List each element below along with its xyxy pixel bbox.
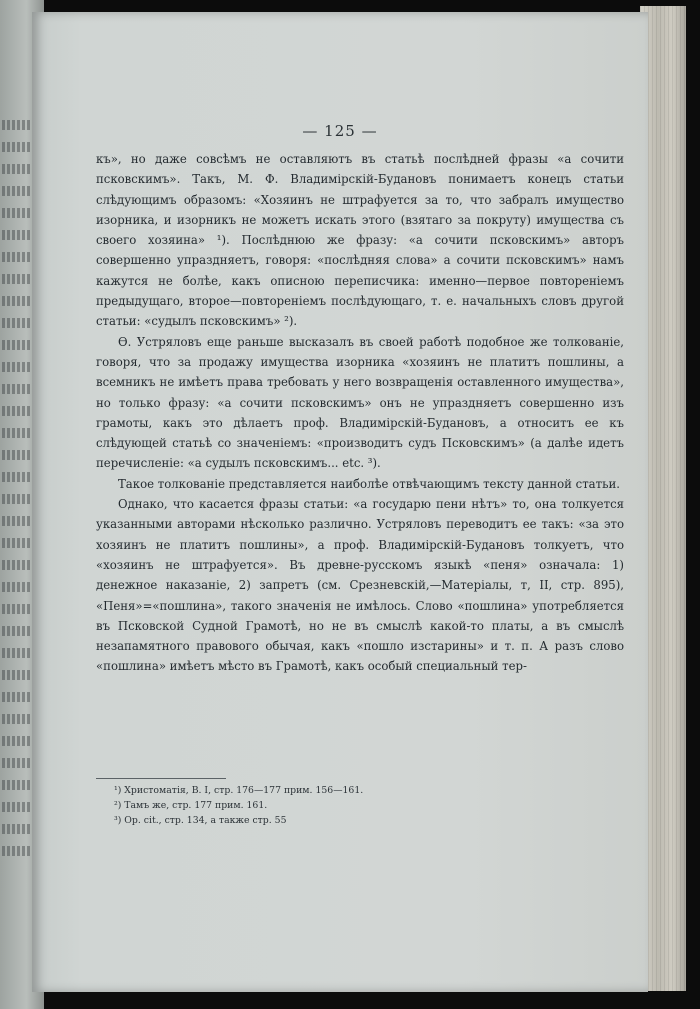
book-page: [32, 12, 648, 992]
paragraph-3: Такое толкованіе представляется наиболѣе отвѣчающимъ тексту данной статьи.: [118, 476, 620, 491]
page-number: — 125 —: [302, 122, 378, 140]
paragraph-2: Ө. Устряловъ еще раньше высказалъ въ своей работѣ подобное же толкованіе, говоря, что за продажу имущества изорника «хозяинъ не платитъ пошлины, а всемникъ не имѣетъ права требовать у него возвращенія оставленного имущества», но только фразу: «а сочити псковскимъ» онъ не упраздняетъ совершенно изъ грамоты, какъ это дѣлаетъ проф. Владимірскій-Будановъ, а относитъ ее къ слѣдующей статьѣ со значеніемъ: «производитъ судъ Псковскимъ» (а далѣе идетъ перечисленіе: «а судылъ псковскимъ... etc. ³).: [96, 334, 624, 471]
footnotes: [96, 783, 624, 828]
body-text: [96, 149, 624, 677]
footnote-3: ³) Op. cit., стр. 134, а также стр. 55: [114, 815, 287, 826]
footnote-1: ¹) Христоматія, В. I, стр. 176—177 прим. 156—161.: [114, 785, 364, 796]
footnote-2: ²) Тамъ же, стр. 177 прим. 161.: [114, 800, 268, 811]
paragraph-4: Однако, что касается фразы статьи: «а государю пени нѣтъ» то, она толкуется указанными авторами нѣсколько различно. Устряловъ переводитъ ее такъ: «за это хозяинъ не платитъ пошлины», а проф. Владимірскій-Будановъ толкуетъ, что «хозяинъ не штрафуется». Въ древне-русскомъ языкѣ «пеня» означала: 1) денежное наказаніе, 2) запретъ (см. Срезневскій,—Матеріалы, т, II, стр. 895), «Пеня»=«пошлина», такого значенія не имѣлось. Слово «пошлина» употребляется въ Псковской Судной Грамотѣ, но не въ смыслѣ какой-то платы, а въ смыслѣ незапамятного правового обычая, какъ «пошло изстарины» и т. п. А разъ слово «пошлина» имѣетъ мѣсто въ Грамотѣ, какъ особый специальный тер-: [96, 497, 624, 674]
paragraph-1: къ», но даже совсѣмъ не оставляютъ въ статьѣ послѣдней фразы «а сочити псковскимъ». Такъ, М. Ф. Владимірскій-Будановъ понимаетъ конецъ статьи слѣдующимъ образомъ: «Хозяинъ не штрафуется за то, что забралъ имущество изорника, и изорникъ не можетъ искать этого (взятаго за покруту) имущества съ своего хозяина» ¹). Послѣднюю же фразу: «а сочити псковскимъ» авторъ совершенно упраздняетъ, говоря: «послѣдняя слова» а сочити псковскимъ» намъ кажутся не болѣе, какъ описною переписчика: именно—первое повтореніемъ предыдущаго, второе—повтореніемъ послѣдующаго, т. е. начальныхъ словъ другой статьи: «судылъ псковскимъ» ²).: [96, 152, 624, 329]
footnote-divider: [96, 778, 226, 779]
